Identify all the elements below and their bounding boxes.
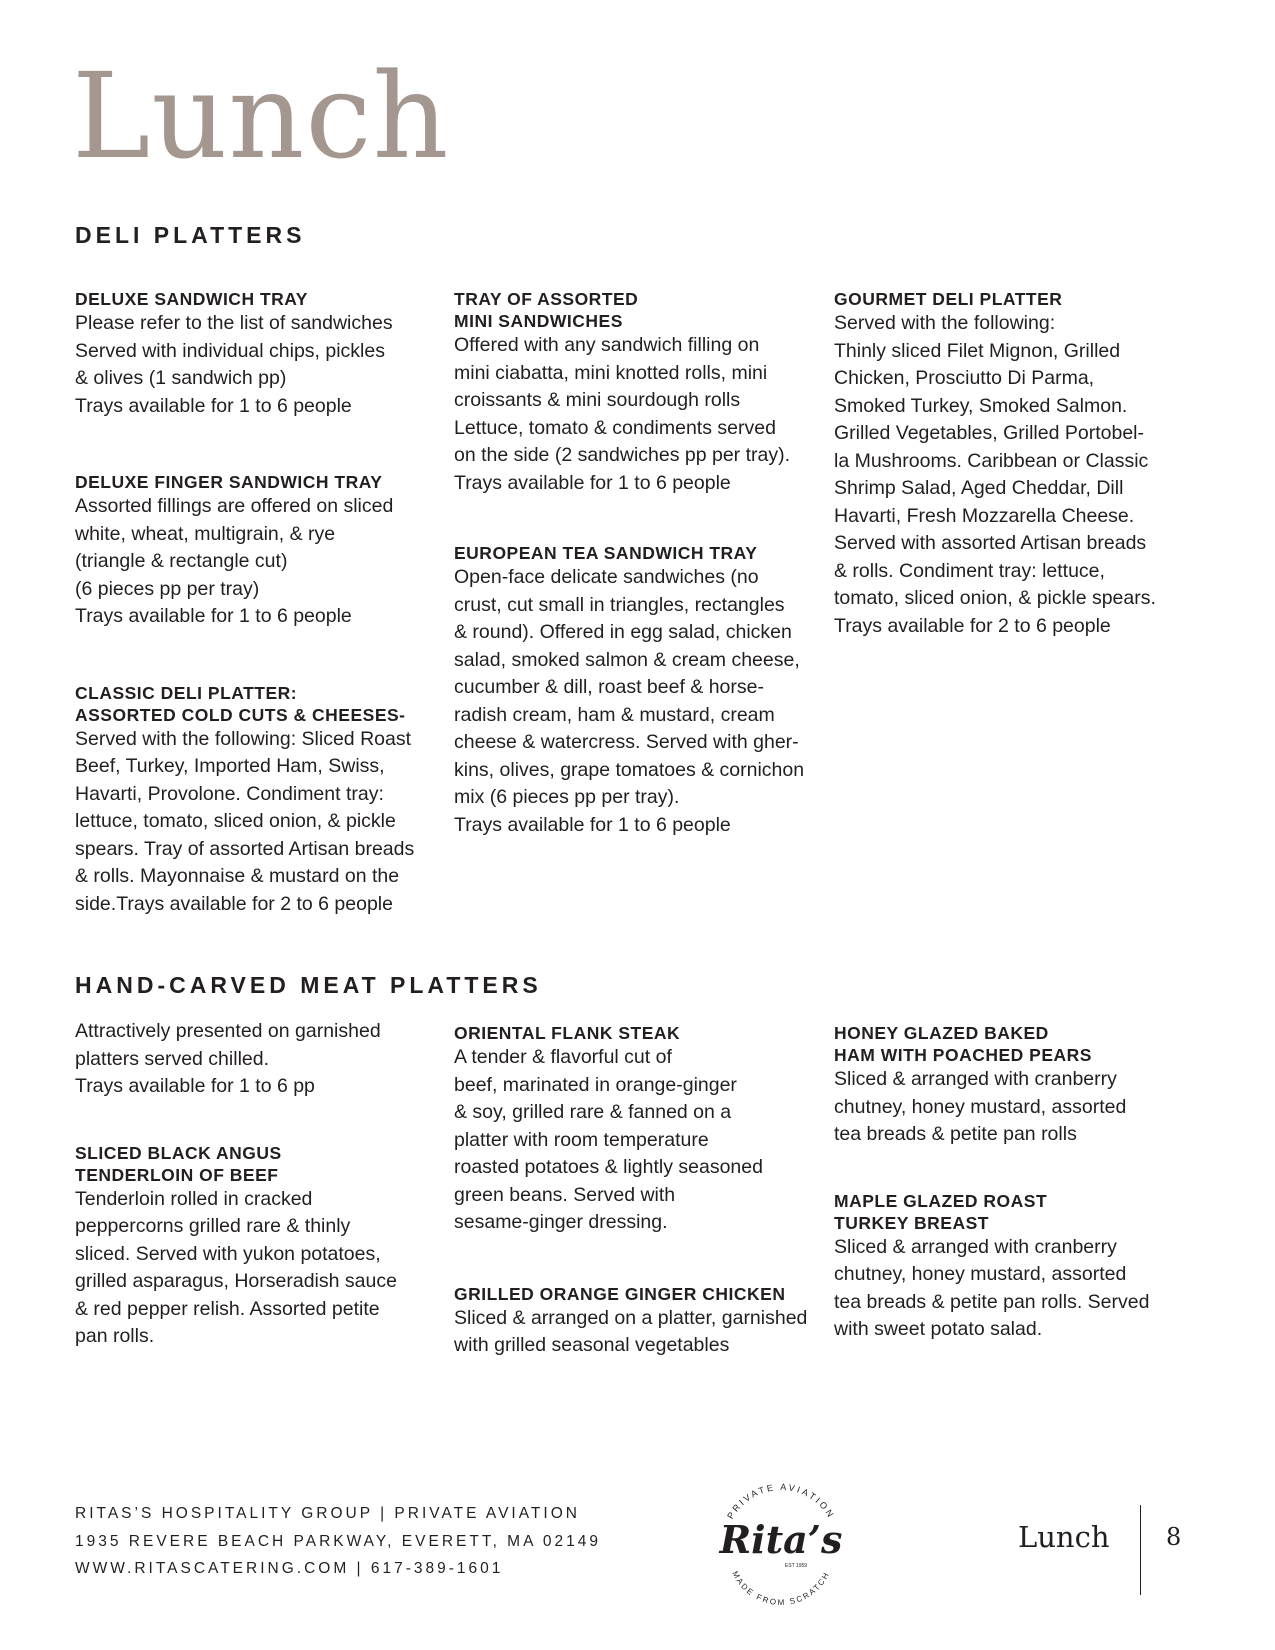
meat-column-1 bbox=[75, 1018, 430, 1351]
logo-bottom-arc-text: MADE FROM SCRATCH bbox=[730, 1569, 832, 1608]
item-description: Please refer to the list of sandwiches Served with individual chips, pickles & olives (1 sandwich pp) Trays available for 1 to 6 people bbox=[75, 312, 393, 417]
item-title: TRAY OF ASSORTED MINI SANDWICHES bbox=[454, 289, 639, 331]
item-title: HONEY GLAZED BAKED HAM WITH POACHED PEARS bbox=[834, 1023, 1092, 1065]
footer-divider bbox=[1140, 1505, 1141, 1595]
deli-column-3 bbox=[834, 288, 1189, 640]
footer-company: RITAS’S HOSPITALITY GROUP | PRIVATE AVIATION bbox=[75, 1505, 580, 1522]
menu-item-deluxe-sandwich-tray bbox=[75, 288, 430, 420]
item-title: EUROPEAN TEA SANDWICH TRAY bbox=[454, 543, 758, 563]
menu-item-honey-glazed-ham bbox=[834, 1022, 1189, 1149]
menu-item-classic-deli-platter bbox=[75, 682, 430, 919]
item-title: CLASSIC DELI PLATTER: ASSORTED COLD CUTS & CHEESES- bbox=[75, 682, 406, 725]
page-title: Lunch bbox=[72, 47, 450, 185]
section-heading-deli-platters: DELI PLATTERS bbox=[75, 222, 306, 248]
footer-address: 1935 REVERE BEACH PARKWAY, EVERETT, MA 02149 bbox=[75, 1532, 601, 1550]
menu-item-grilled-orange-ginger-chicken bbox=[454, 1283, 809, 1360]
menu-item-mini-sandwiches bbox=[454, 288, 809, 497]
menu-item-deluxe-finger-sandwich-tray bbox=[75, 471, 430, 631]
menu-item-oriental-flank-steak bbox=[454, 1022, 809, 1237]
meat-column-3 bbox=[834, 1022, 1189, 1344]
item-title: GRILLED ORANGE GINGER CHICKEN bbox=[454, 1283, 786, 1304]
page-number: 8 bbox=[1166, 1523, 1182, 1551]
item-title: DELUXE FINGER SANDWICH TRAY bbox=[75, 472, 383, 492]
menu-item-european-tea-sandwich-tray bbox=[454, 542, 809, 839]
item-description: Sliced & arranged with cranberry chutney, honey mustard, assorted tea breads & petite pan rolls. Served with sweet potato salad. bbox=[834, 1235, 1150, 1340]
logo-top-arc-text: PRIVATE AVIATION bbox=[725, 1481, 837, 1521]
item-description: Sliced & arranged on a platter, garnished with grilled seasonal vegetables bbox=[454, 1306, 808, 1356]
meat-intro: Attractively presented on garnished platters served chilled. Trays available for 1 to 6 pp bbox=[75, 1020, 381, 1097]
item-description: Open-face delicate sandwiches (no crust, cut small in triangles, rectangles & round). Offered in egg salad, chicken salad, smoked salmon & cream cheese, cucumber & dill, roast beef & horse- radish cream, ham & mustard, cream cheese & watercress. Served with gher- kins, olives, grape tomatoes & cornichon mix (6 pieces pp per tray). Trays available for 1 to 6 people bbox=[454, 566, 805, 836]
item-description: Served with the following: Thinly sliced Filet Mignon, Grilled Chicken, Prosciutto Di Parma, Smoked Turkey, Smoked Salmon. Grilled Vegetables, Grilled Portobel- la Mushrooms. Caribbean or Classic Shrimp Salad, Aged Cheddar, Dill Havarti, Fresh Mozzarella Cheese. Served with assorted Artisan breads & rolls. Condiment tray: lettuce, tomato, sliced onion, & pickle spears. Trays available for 2 to 6 people bbox=[834, 312, 1156, 637]
menu-item-maple-glazed-turkey bbox=[834, 1190, 1189, 1344]
footer-website-phone[interactable]: WWW.RITASCATERING.COM | 617-389-1601 bbox=[75, 1560, 504, 1577]
logo-wordmark: Rita’s bbox=[719, 1517, 843, 1562]
ritas-logo bbox=[706, 1470, 856, 1620]
footer-section-label: Lunch bbox=[1018, 1520, 1110, 1554]
item-description: Served with the following: Sliced Roast Beef, Turkey, Imported Ham, Swiss, Havarti, Provolone. Condiment tray: lettuce, tomato, sliced onion, & pickle spears. Tray of assorted Artisan breads & rolls. Mayonnaise & mustard on the side.Trays available for 2 to 6 people bbox=[75, 727, 415, 915]
item-title: GOURMET DELI PLATTER bbox=[834, 289, 1063, 309]
item-description: Tenderloin rolled in cracked peppercorns grilled rare & thinly sliced. Served with yukon potatoes, grilled asparagus, Horseradish sauce & red pepper relish. Assorted petite pan rolls. bbox=[75, 1187, 397, 1347]
meat-column-2 bbox=[454, 1022, 809, 1360]
item-description: A tender & flavorful cut of beef, marinated in orange-ginger & soy, grilled rare & fanned on a platter with room temperature roasted potatoes & lightly seasoned green beans. Served with sesame-ginger dressing. bbox=[454, 1046, 763, 1233]
item-description: Sliced & arranged with cranberry chutney, honey mustard, assorted tea breads & petite pan rolls bbox=[834, 1068, 1127, 1145]
menu-item-black-angus-tenderloin bbox=[75, 1142, 430, 1351]
item-description: Assorted fillings are offered on sliced white, wheat, multigrain, & rye (triangle & rectangle cut) (6 pieces pp per tray) Trays available for 1 to 6 people bbox=[75, 495, 394, 627]
item-title: SLICED BLACK ANGUS TENDERLOIN OF BEEF bbox=[75, 1142, 282, 1185]
item-description: Offered with any sandwich filling on mini ciabatta, mini knotted rolls, mini croissants & mini sourdough rolls Lettuce, tomato & condiments served on the side (2 sandwiches pp per tray). Trays available for 1 to 6 people bbox=[454, 334, 791, 494]
logo-est: EST 1959 bbox=[784, 1563, 808, 1569]
item-title: MAPLE GLAZED ROAST TURKEY BREAST bbox=[834, 1190, 1048, 1233]
item-title: ORIENTAL FLANK STEAK bbox=[454, 1023, 681, 1043]
item-title: DELUXE SANDWICH TRAY bbox=[75, 289, 308, 309]
deli-column-2 bbox=[454, 288, 809, 839]
deli-column-1 bbox=[75, 288, 430, 918]
footer-contact-block bbox=[75, 1500, 601, 1583]
section-heading-meat-platters: HAND-CARVED MEAT PLATTERS bbox=[75, 972, 542, 998]
menu-item-gourmet-deli-platter bbox=[834, 288, 1189, 640]
